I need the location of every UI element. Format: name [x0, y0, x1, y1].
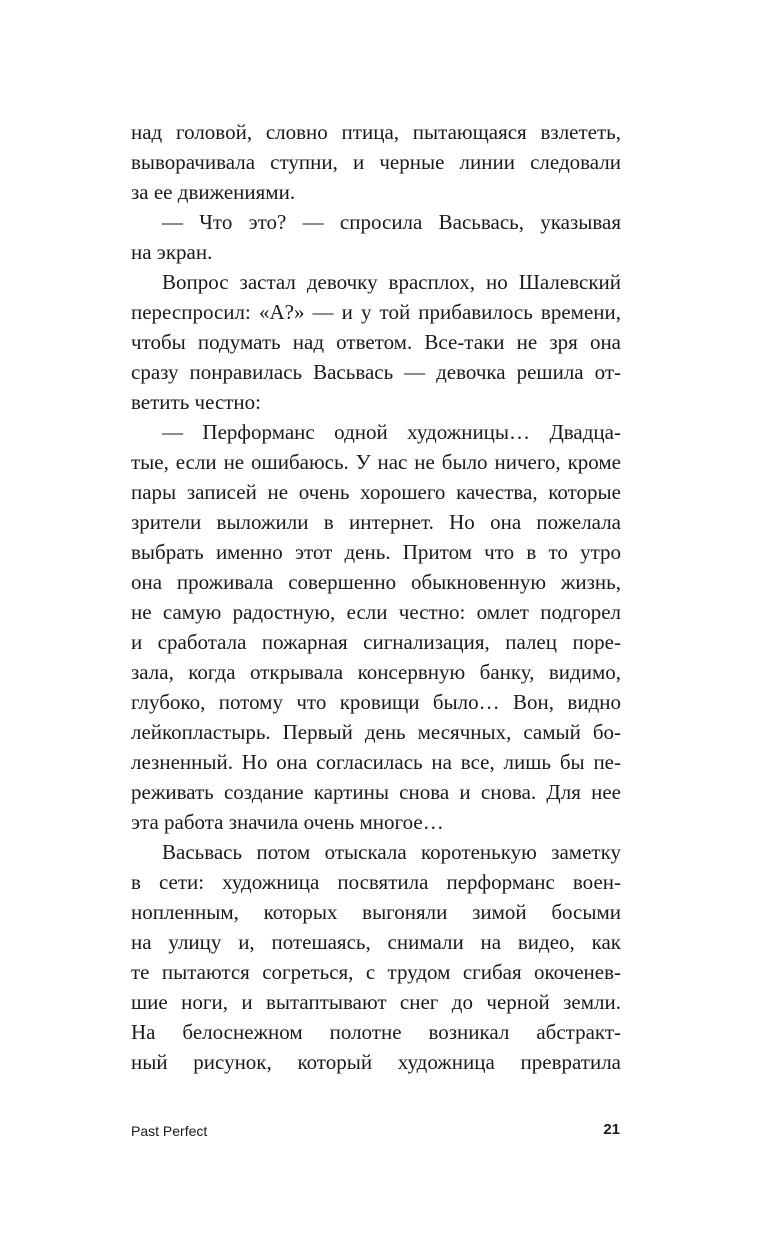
text-line: зала, когда открывала консервную банку, видимо, — [131, 660, 621, 684]
text-line: ный рисунок, который художница превратила — [131, 1050, 621, 1074]
text-line: выбрать именно этот день. Притом что в то утро — [131, 540, 621, 564]
text-line: не самую радостную, если честно: омлет подгорел — [131, 600, 621, 624]
text-line: на улицу и, потешаясь, снимали на видео, как — [131, 930, 621, 954]
text-line: эта работа значила очень многое… — [131, 810, 444, 834]
running-footer-title: Past Perfect — [131, 1123, 208, 1139]
body-text — [131, 117, 621, 1077]
text-line: — Перформанс одной художницы… Двадца- — [162, 420, 621, 444]
text-line: в сети: художница посвятила перформанс воен- — [131, 870, 621, 894]
text-line: и сработала пожарная сигнализация, палец поре- — [131, 630, 621, 654]
text-line: ветить честно: — [131, 390, 262, 414]
text-line: шие ноги, и вытаптывают снег до черной земли. — [131, 990, 621, 1014]
text-line: переспросил: «А?» — и у той прибавилось времени, — [131, 300, 621, 324]
text-line: зрители выложили в интернет. Но она пожелала — [131, 510, 621, 534]
text-line: лезненный. Но она согласилась на все, лишь бы пе- — [131, 750, 621, 774]
text-line: глубоко, потому что кровищи было… Вон, видно — [131, 690, 621, 714]
text-line: пары записей не очень хорошего качества, которые — [131, 480, 621, 504]
text-line: Васьвась потом отыскала коротенькую заметку — [162, 840, 621, 864]
text-line: чтобы подумать над ответом. Все-таки не зря она — [131, 330, 621, 354]
text-line: она проживала совершенно обыкновенную жизнь, — [131, 570, 621, 594]
text-line: за ее движениями. — [131, 180, 296, 204]
text-line: тые, если не ошибаюсь. У нас не было ничего, кроме — [131, 450, 621, 474]
text-line: На белоснежном полотне возникал абстракт- — [131, 1020, 621, 1044]
text-line: нопленным, которых выгоняли зимой босыми — [131, 900, 621, 924]
text-line: сразу понравилась Васьвась — девочка решила от- — [131, 360, 621, 384]
text-line: те пытаются согреться, с трудом сгибая окоченев- — [131, 960, 621, 984]
text-line: реживать создание картины снова и снова. Для нее — [131, 780, 621, 804]
text-line: выворачивала ступни, и черные линии следовали — [131, 150, 621, 174]
text-line: лейкопластырь. Первый день месячных, самый бо- — [131, 720, 621, 744]
page-number: 21 — [603, 1121, 620, 1138]
text-line: — Что это? — спросила Васьвась, указывая — [162, 210, 621, 234]
text-line: Вопрос застал девочку врасплох, но Шалевский — [162, 270, 621, 294]
text-line: над головой, словно птица, пытающаяся взлететь, — [131, 120, 621, 144]
text-line: на экран. — [131, 240, 213, 264]
